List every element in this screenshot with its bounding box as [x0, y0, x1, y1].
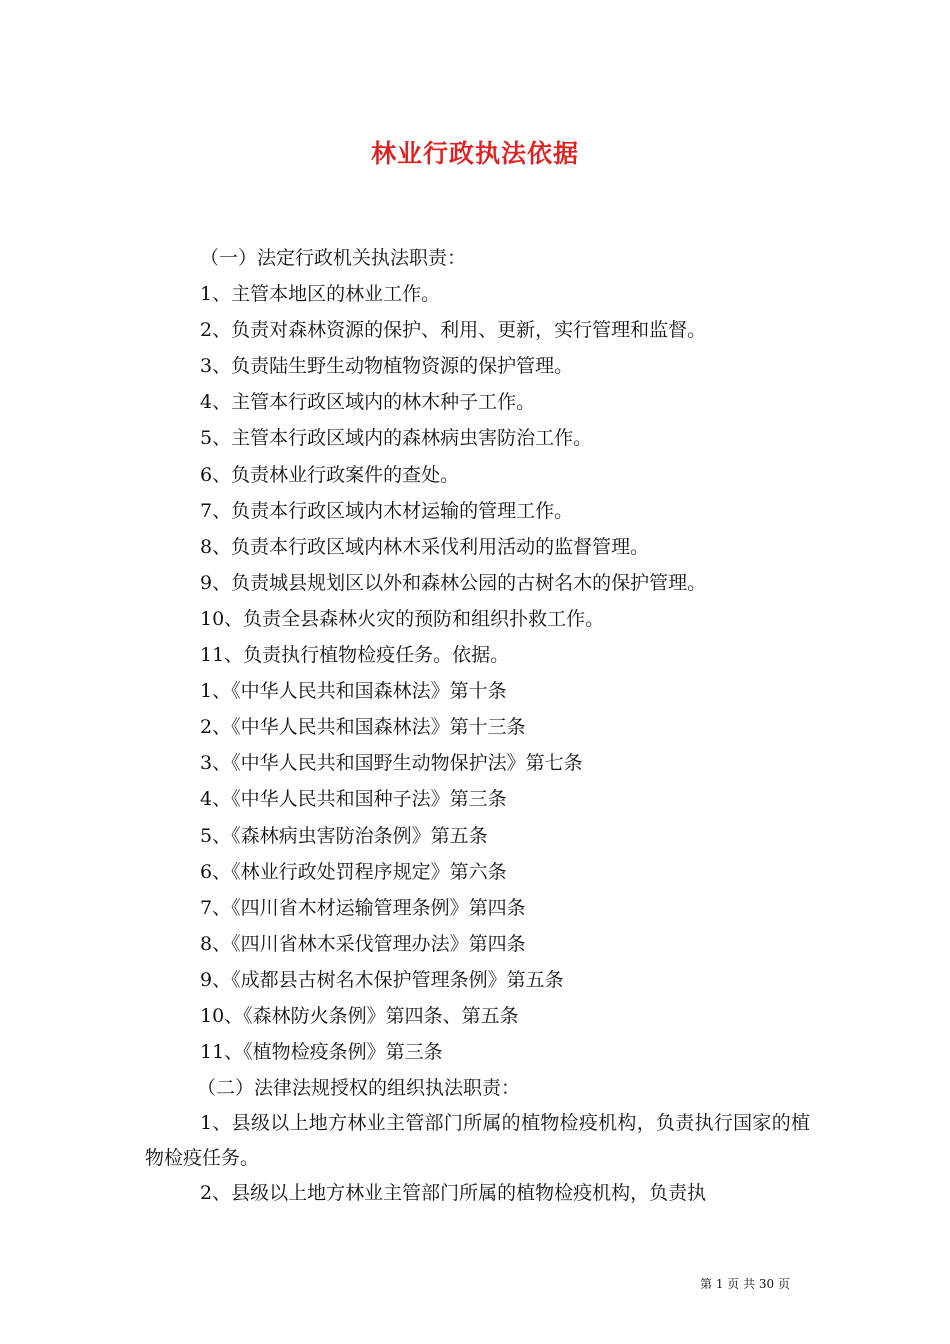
list-item: 7、负责本行政区域内木材运输的管理工作。	[200, 499, 574, 522]
basis-list	[145, 673, 810, 1070]
document-title: 林业行政执法依据	[370, 139, 579, 168]
list-item: 2、负责对森林资源的保护、利用、更新，实行管理和监督。	[200, 319, 707, 342]
list-item: 1、《中华人民共和国森林法》第十条	[200, 680, 507, 703]
list-item: 3、《中华人民共和国野生动物保护法》第七条	[200, 752, 583, 775]
list-item: 5、主管本行政区域内的森林病虫害防治工作。	[200, 427, 593, 450]
document-body	[145, 240, 810, 1211]
list-item: 4、主管本行政区域内的林木种子工作。	[200, 391, 536, 414]
section2-paragraph: 2、县级以上地方林业主管部门所属的植物检疫机构，负责执	[200, 1182, 707, 1205]
list-item: 1、主管本地区的林业工作。	[200, 283, 441, 306]
list-item: 10、《森林防火条例》第四条、第五条	[200, 1004, 519, 1027]
section2-heading: （二）法律法规授权的组织执法职责：	[197, 1077, 521, 1100]
list-item: 3、负责陆生野生动物植物资源的保护管理。	[200, 355, 574, 378]
list-item: 6、负责林业行政案件的查处。	[200, 463, 460, 486]
list-item: 4、《中华人民共和国种子法》第三条	[200, 788, 507, 811]
list-item: 9、《成都县古树名木保护管理条例》第五条	[200, 968, 564, 991]
list-item: 9、负责城县规划区以外和森林公园的古树名木的保护管理。	[200, 571, 707, 594]
list-item: 11、《植物检疫条例》第三条	[200, 1041, 443, 1064]
list-item: 11、负责执行植物检疫任务。依据。	[200, 644, 510, 667]
page-indicator: 第 1 页 共 30 页	[700, 1277, 790, 1291]
list-item: 8、《四川省林木采伐管理办法》第四条	[200, 932, 526, 955]
list-item: 6、《林业行政处罚程序规定》第六条	[200, 860, 507, 883]
list-item: 10、负责全县森林火灾的预防和组织扑救工作。	[200, 607, 605, 630]
list-item: 2、《中华人民共和国森林法》第十三条	[200, 716, 526, 739]
list-item: 7、《四川省木材运输管理条例》第四条	[200, 896, 526, 919]
duties-list	[145, 276, 810, 673]
section2-paragraph: 1、县级以上地方林业主管部门所属的植物检疫机构，负责执行国家的植物检疫任务。	[145, 1112, 810, 1170]
section1-heading: （一）法定行政机关执法职责：	[200, 247, 467, 269]
list-item: 8、负责本行政区域内林木采伐利用活动的监督管理。	[200, 535, 650, 558]
list-item: 5、《森林病虫害防治条例》第五条	[200, 824, 488, 847]
